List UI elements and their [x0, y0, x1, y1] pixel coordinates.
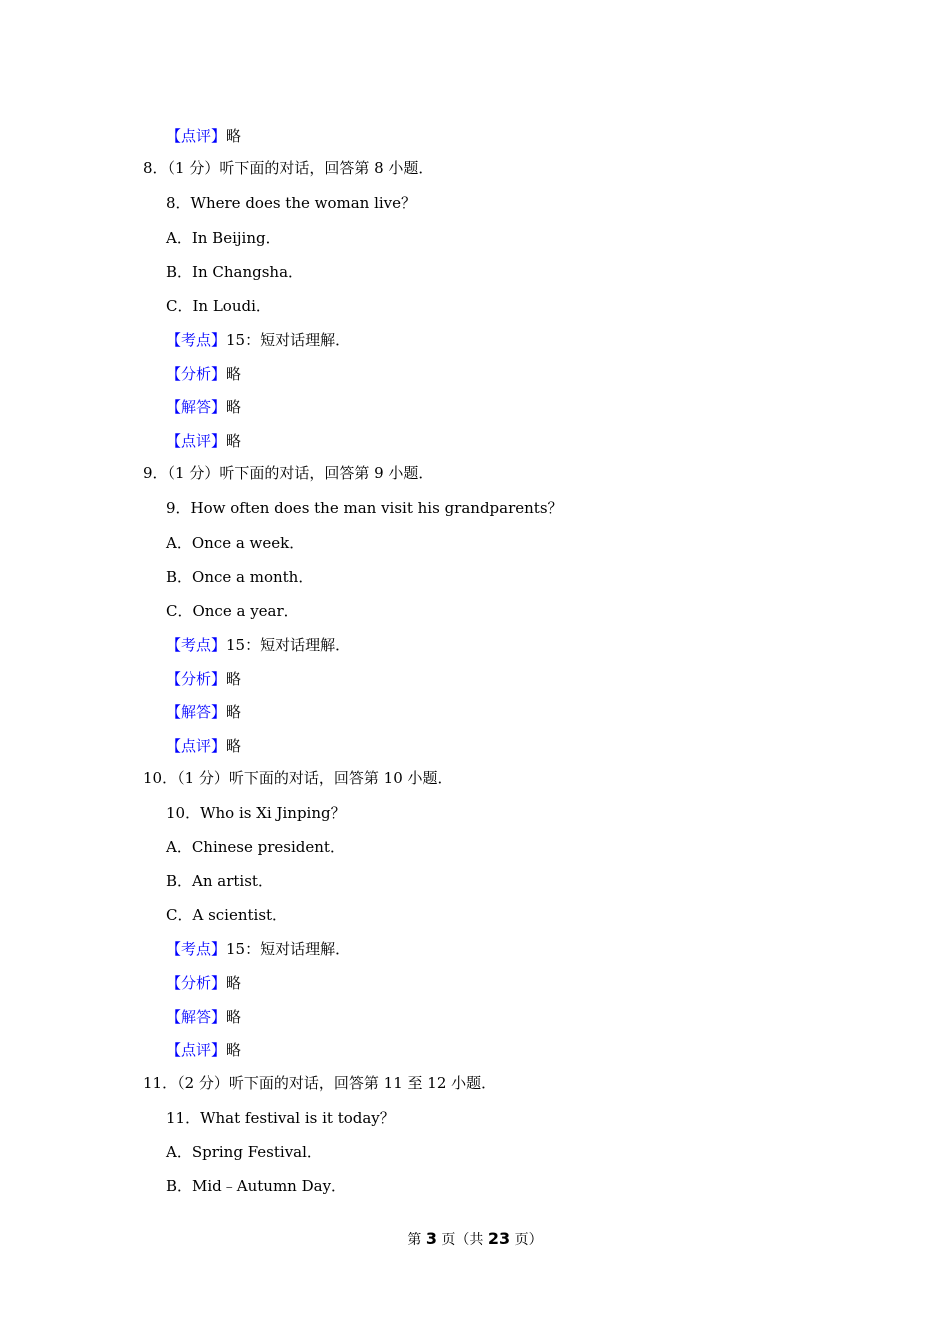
line-text: 11．（2 分）听下面的对话，回答第 11 至 12 小题．	[143, 1074, 497, 1092]
line-text: A．In Beijing．	[166, 229, 281, 247]
line-text: C．Once a year．	[166, 602, 299, 620]
note-tag: 【考点】	[166, 331, 227, 349]
note-tag: 【分析】	[166, 974, 227, 992]
line-text: B．Mid﹣Autumn Day．	[166, 1177, 347, 1195]
answer-note	[166, 973, 241, 993]
line-text: 略	[226, 737, 242, 755]
question-line	[166, 871, 273, 891]
note-tag: 【解答】	[166, 398, 227, 416]
answer-note	[166, 397, 241, 417]
line-text: 略	[226, 398, 242, 416]
question-line	[166, 567, 313, 587]
line-text: 8．（1 分）听下面的对话，回答第 8 小题．	[143, 159, 434, 177]
line-text: 8．Where does the woman live？	[166, 194, 417, 212]
question-line	[166, 837, 345, 857]
answer-note	[166, 669, 241, 689]
line-text: A．Spring Festival．	[166, 1143, 322, 1161]
answer-note	[166, 635, 350, 655]
question-line	[166, 498, 563, 518]
question-header	[143, 1073, 496, 1093]
total-pages-number: 23	[487, 1229, 511, 1248]
answer-note	[166, 736, 241, 756]
note-tag: 【分析】	[166, 365, 227, 383]
note-tag: 【点评】	[166, 432, 227, 450]
question-line	[166, 905, 287, 925]
note-tag: 【考点】	[166, 940, 227, 958]
note-tag: 【点评】	[166, 737, 227, 755]
question-line	[166, 1108, 395, 1128]
question-line	[166, 228, 281, 248]
line-text: C．In Loudi．	[166, 297, 271, 315]
line-text: 略	[226, 365, 242, 383]
question-line	[166, 533, 304, 553]
question-line	[166, 1142, 322, 1162]
line-text: 9．（1 分）听下面的对话，回答第 9 小题．	[143, 464, 434, 482]
question-header	[143, 158, 433, 178]
question-line	[166, 193, 416, 213]
line-text: 略	[226, 703, 242, 721]
note-tag: 【分析】	[166, 670, 227, 688]
line-text: A．Once a week．	[166, 534, 305, 552]
answer-note	[166, 1007, 241, 1027]
answer-note	[166, 939, 350, 959]
answer-note	[166, 1040, 241, 1060]
footer-suffix: 页）	[510, 1232, 543, 1248]
question-line	[166, 601, 299, 621]
current-page-number: 3	[425, 1229, 437, 1248]
line-text: 10．Who is Xi Jinping？	[166, 804, 346, 822]
footer-prefix: 第	[407, 1232, 426, 1248]
answer-note	[166, 702, 241, 722]
note-tag: 【点评】	[166, 1041, 227, 1059]
line-text: 略	[226, 974, 242, 992]
line-text: 15：短对话理解．	[226, 636, 351, 654]
question-line	[166, 262, 303, 282]
line-text: 略	[226, 127, 242, 145]
line-text: 9．How often does the man visit his grandparents？	[166, 499, 563, 517]
question-line	[166, 803, 346, 823]
line-text: B．In Changsha．	[166, 263, 304, 281]
answer-note	[166, 330, 350, 350]
note-tag: 【解答】	[166, 703, 227, 721]
question-line	[166, 296, 271, 316]
line-text: B．An artist．	[166, 872, 273, 890]
line-text: 15：短对话理解．	[226, 331, 351, 349]
line-text: 15：短对话理解．	[226, 940, 351, 958]
footer-middle: 页（共	[436, 1232, 488, 1248]
answer-note	[166, 126, 241, 146]
page-footer	[0, 1229, 950, 1250]
line-text: 略	[226, 432, 242, 450]
line-text: B．Once a month．	[166, 568, 314, 586]
line-text: 略	[226, 670, 242, 688]
line-text: 10．（1 分）听下面的对话，回答第 10 小题．	[143, 769, 453, 787]
answer-note	[166, 431, 241, 451]
line-text: C．A scientist．	[166, 906, 288, 924]
note-tag: 【考点】	[166, 636, 227, 654]
line-text: 11．What festival is it today？	[166, 1109, 395, 1127]
note-tag: 【解答】	[166, 1008, 227, 1026]
question-line	[166, 1176, 346, 1196]
line-text: 略	[226, 1041, 242, 1059]
question-header	[143, 768, 453, 788]
answer-note	[166, 364, 241, 384]
line-text: 略	[226, 1008, 242, 1026]
note-tag: 【点评】	[166, 127, 227, 145]
question-header	[143, 463, 433, 483]
line-text: A．Chinese president．	[166, 838, 345, 856]
